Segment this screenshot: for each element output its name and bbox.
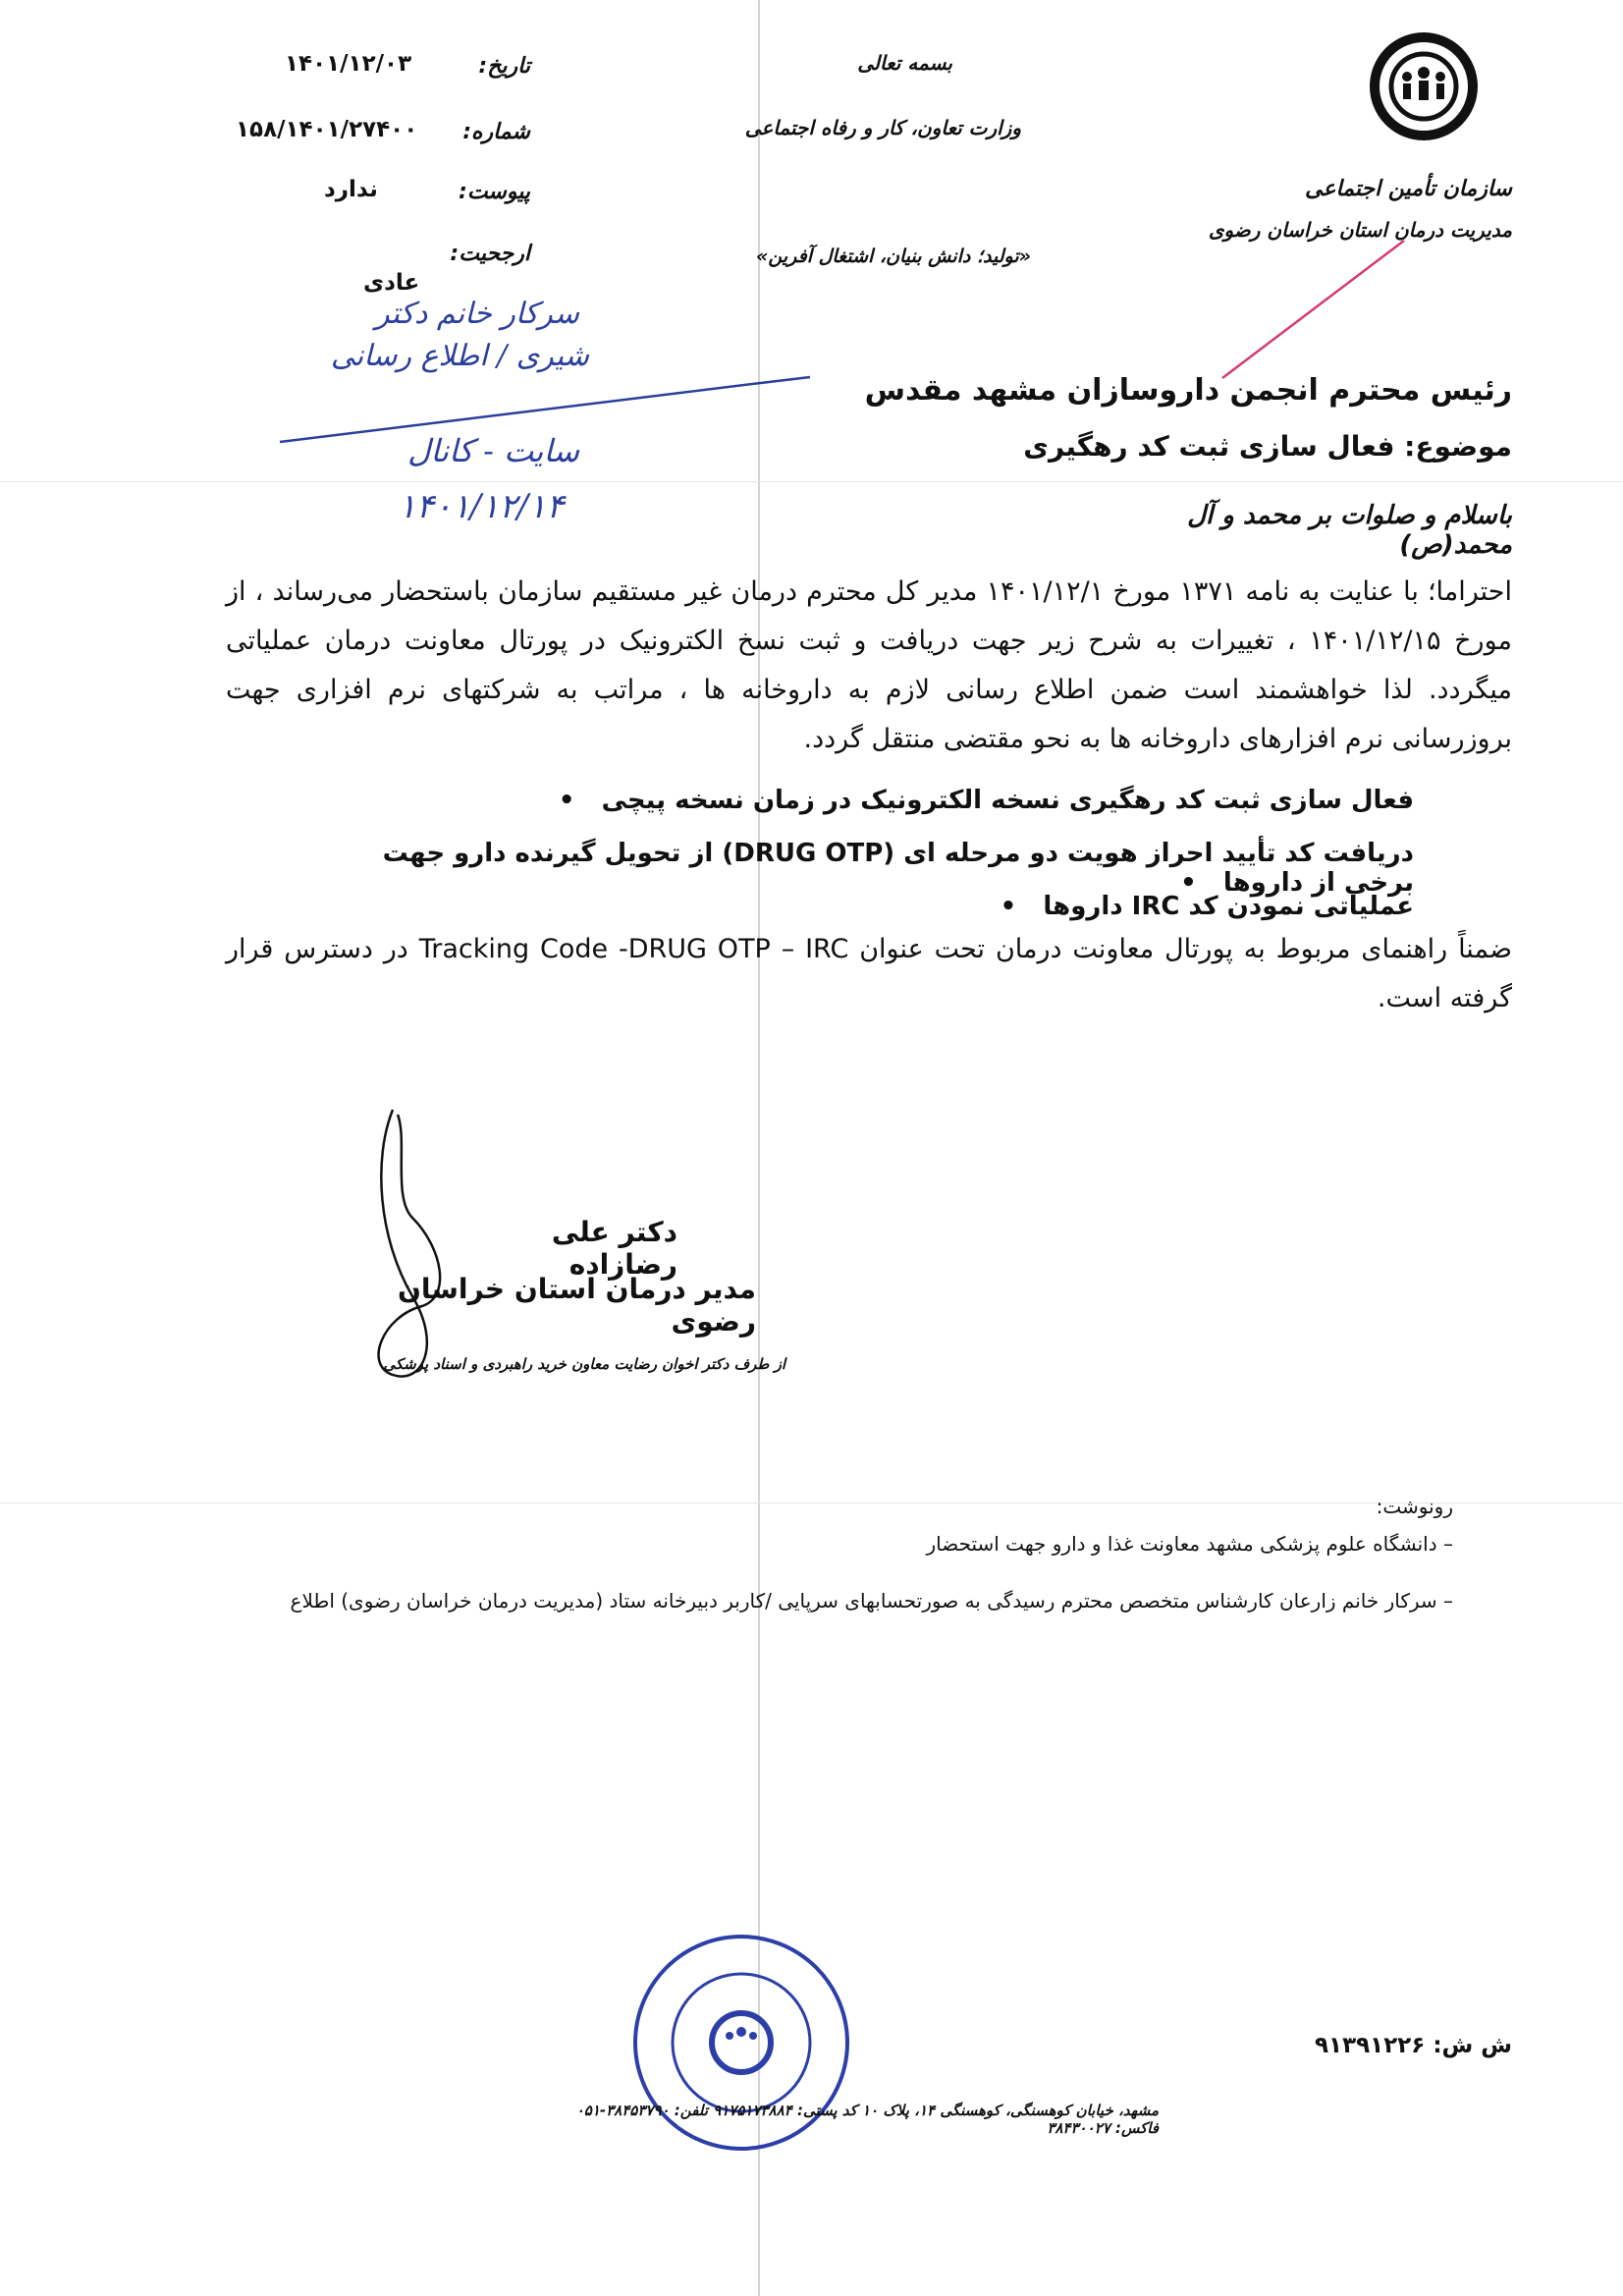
date-value: ۱۴۰۱/۱۲/۰۳ bbox=[285, 51, 412, 77]
logo-circle-icon bbox=[1375, 37, 1473, 136]
number-value: ۱۵۸/۱۴۰۱/۲۷۴۰۰ bbox=[236, 117, 418, 142]
slogan: «تولید؛ دانش بنیان، اشتغال آفرین» bbox=[756, 246, 1031, 267]
paper-crease bbox=[0, 481, 1623, 482]
signatory-title: مدیر درمان استان خراسان رضوی bbox=[397, 1273, 756, 1338]
bullet-item: فعال سازی ثبت کد رهگیری نسخه الکترونیک در زمان نسخه پیچی • bbox=[558, 786, 1414, 815]
date-label: تاریخ: bbox=[478, 54, 530, 79]
body-paragraph-1: احتراما؛ با عنایت به نامه ۱۳۷۱ مورخ ۱۴۰۱/۱۲/۱ مدیر کل محترم درمان غیر مستقیم سازمان باستحضار می‌رساند ، از مورخ ۱۴۰۱/۱۲/۱۵ ، تغییرات به شرح زیر جهت دریافت و ثبت نسخ الکترونیک در پورتال معاونت درمان عملیاتی میگردد. لذا خواهشمند است ضمن اطلاع رسانی لازم به داروخانه ها ، مراتب به شرکتهای نرم افزاری جهت بروزرسانی نرم افزارهای داروخانه ها به نحو مقتضی منتقل گردد. bbox=[226, 576, 1512, 754]
recipient: رئیس محترم انجمن داروسازان مشهد مقدس bbox=[864, 373, 1512, 408]
cc-item: – دانشگاه علوم پزشکی مشهد معاونت غذا و دارو جهت استحضار bbox=[926, 1532, 1453, 1556]
handwritten-note-line3: سایت - کانال bbox=[407, 432, 579, 469]
ministry-name: وزارت تعاون، کار و رفاه اجتماعی bbox=[744, 116, 1021, 139]
signatory-name: دکتر علی رضازاده bbox=[551, 1216, 677, 1281]
greeting: باسلام و صلوات بر محمد و آل محمد(ص) bbox=[1187, 501, 1512, 560]
org-name: سازمان تأمین اجتماعی bbox=[1305, 177, 1512, 201]
priority-label: ارجحیت: bbox=[450, 242, 530, 266]
subject: موضوع: فعال سازی ثبت کد رهگیری bbox=[1023, 430, 1512, 463]
basmala: بسمه تعالی bbox=[857, 51, 952, 75]
tracking-number: ش ش: ۹۱۳۹۱۲۲۶ bbox=[1315, 2033, 1512, 2058]
org-logo bbox=[1343, 29, 1505, 147]
footer-address: مشهد، خیابان کوهسنگی، کوهسنگی ۱۴، پلاک ۱۰ کد پستی: ۹۱۷۵۱۷۳۸۸۴ تلفن: ۳۸۴۵۳۷۹۰-۰۵۱ فاکس: ۳۸۴۳۰۰۲۷ bbox=[575, 2102, 1159, 2137]
red-pen-stroke bbox=[1217, 236, 1414, 383]
cc-heading: رونوشت: bbox=[1376, 1495, 1453, 1518]
org-unit: مدیریت درمان استان خراسان رضوی bbox=[1208, 218, 1512, 242]
bullet-item: عملیاتی نمودن کد IRC داروها • bbox=[1000, 892, 1414, 921]
priority-value: عادی bbox=[363, 270, 420, 296]
on-behalf-note: از طرف دکتر اخوان رضایت معاون خرید راهبردی و اسناد پزشکی bbox=[383, 1355, 785, 1373]
attachment-value: ندارد bbox=[324, 177, 378, 202]
bullet-list bbox=[324, 786, 1414, 945]
attachment-label: پیوست: bbox=[459, 180, 530, 204]
handwritten-note-line2: شیری / اطلاع رسانی bbox=[330, 339, 589, 373]
bullet-item: دریافت کد تأیید احراز هویت دو مرحله ای (DRUG OTP) از تحویل گیرنده دارو جهت برخی از داروها • bbox=[382, 839, 1414, 898]
body-paragraph-2: ضمناً راهنمای مربوط به پورتال معاونت درمان تحت عنوان Tracking Code -DRUG OTP – IRC در دسترس قرار گرفته است. bbox=[226, 934, 1512, 1013]
cc-item: – سرکار خانم زارعان کارشناس متخصص محترم رسیدگی به صورتحسابهای سرپایی /کاربر دبیرخانه ستاد (مدیریت درمان خراسان رضوی) اطلاع bbox=[290, 1589, 1453, 1613]
handwritten-note-line1: سرکار خانم دکتر bbox=[375, 297, 579, 331]
handwritten-date: ۱۴۰۱/۱۲/۱۴ bbox=[398, 487, 565, 526]
number-label: شماره: bbox=[462, 120, 530, 144]
